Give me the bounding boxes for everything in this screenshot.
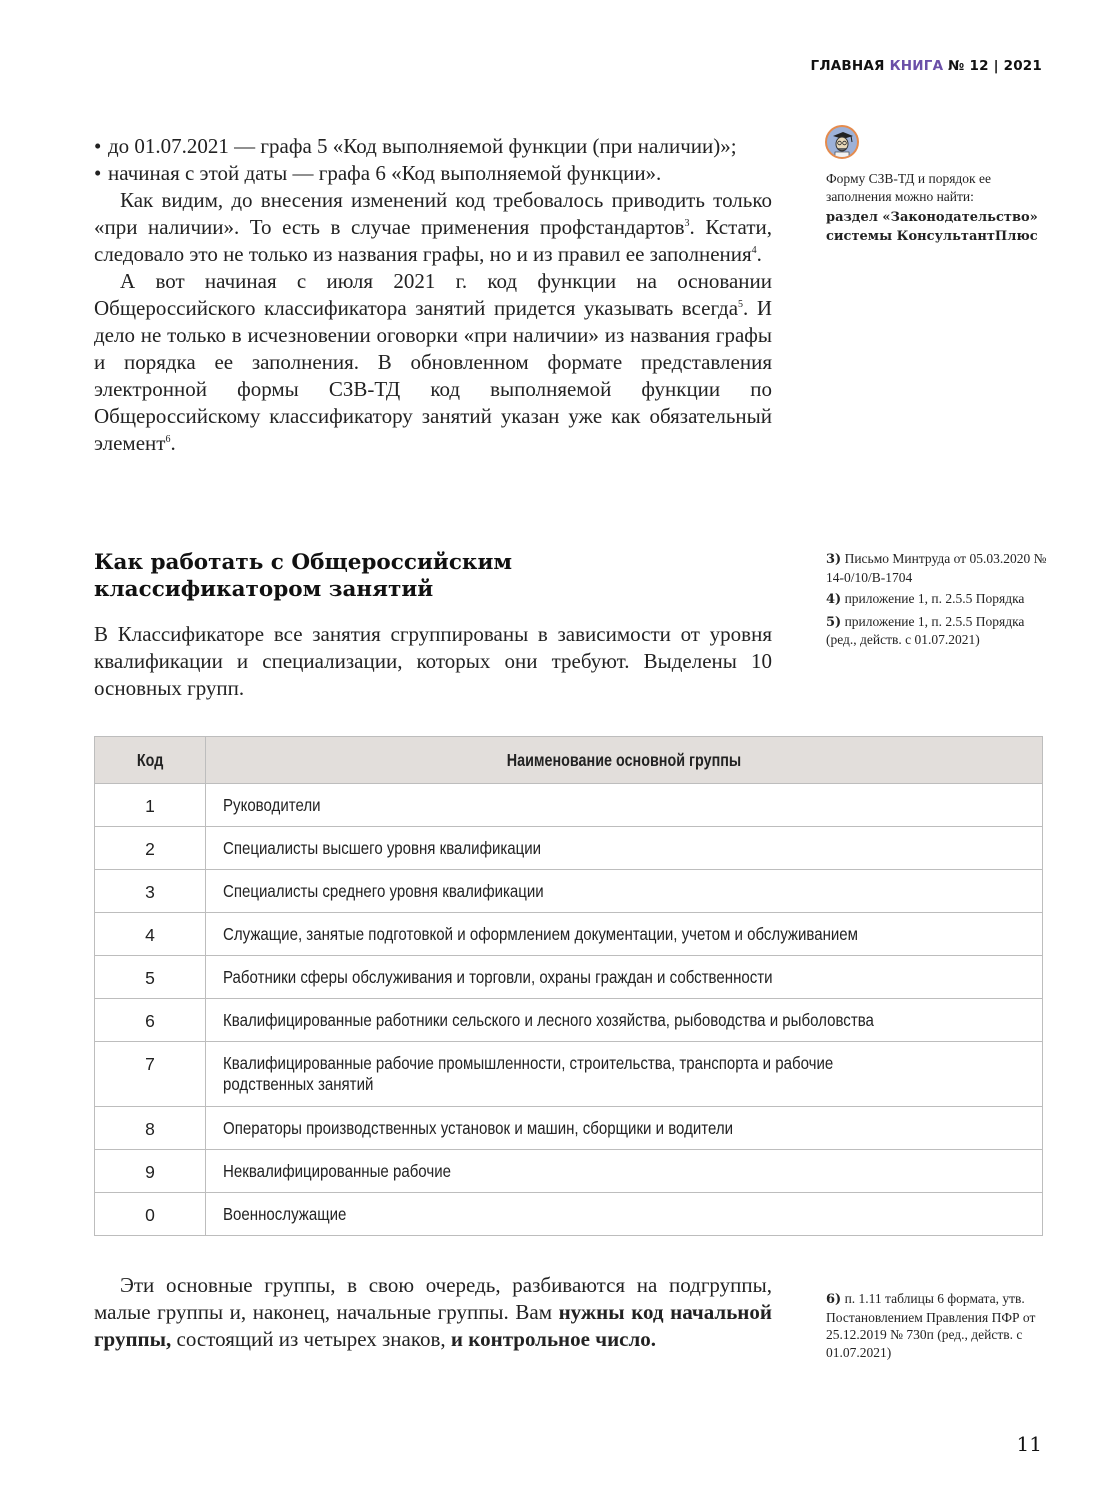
cell-name: Военнослужащие — [206, 1193, 1043, 1236]
section-intro — [94, 621, 772, 702]
brand-name-accent: КНИГА — [889, 58, 944, 74]
main-text-top — [94, 133, 772, 457]
page-number: 11 — [1016, 1432, 1042, 1456]
cell-name: Квалифицированные рабочие промышленности, строительства, транспорта и рабочие родственных занятий — [206, 1042, 1043, 1107]
table-row — [95, 1193, 1043, 1236]
cell-code: 7 — [95, 1042, 206, 1107]
cell-code: 5 — [95, 956, 206, 999]
cell-name: Неквалифицированные рабочие — [206, 1150, 1043, 1193]
paragraph: А вот начиная с июля 2021 г. код функции на основании Общероссийского классификатора занятий придется указывать всегда$^5$. И дело не только в исчезновении оговорки «при наличии» из названия графы и порядка ее заполнения. В обновленном формате представления электронной формы СЗВ-ТД код выполняемой функции по Общероссийскому классификатору занятий указан уже как обязательный элемент$^6$. — [94, 269, 773, 455]
tip-source: раздел «Законодательство» системы КонсультантПлюс — [826, 210, 1038, 244]
running-header — [811, 58, 1042, 74]
footnote-ref[interactable]: 6 — [165, 434, 171, 445]
bullet-item: • начиная с этой даты — графа 6 «Код выполняемой функции». — [94, 160, 772, 187]
tip-text: Форму СЗВ-ТД и порядок ее заполнения можно найти: — [826, 171, 991, 204]
cell-name: Квалифицированные работники сельского и лесного хозяйства, рыбоводства и рыболовства — [206, 999, 1043, 1042]
closing-text — [94, 1272, 772, 1353]
paragraph: Эти основные группы, в свою очередь, разбиваются на подгруппы, малые группы и, наконец, начальные группы. Вам нужны код начальной группы, состоящий из четырех знаков, и контрольное число. — [94, 1273, 772, 1351]
professor-avatar-icon — [825, 125, 859, 159]
section-title: Как работать с Общероссийским классификатором занятий — [94, 550, 513, 602]
table-row — [95, 999, 1043, 1042]
cell-code: 4 — [95, 913, 206, 956]
table-row — [95, 956, 1043, 999]
table-row — [95, 827, 1043, 870]
cell-code: 2 — [95, 827, 206, 870]
footnote: 6) п. 1.11 таблицы 6 формата, утв. Постановлением Правления ПФР от 25.12.2019 № 730п (ред., действ. с 01.07.2021) — [826, 1291, 1036, 1360]
brand-name: ГЛАВНАЯ — [810, 58, 885, 74]
footnote-ref[interactable]: 4 — [751, 245, 757, 256]
table-row — [95, 1150, 1043, 1193]
table-header-row — [95, 737, 1043, 784]
footnote-ref[interactable]: 5 — [738, 299, 744, 310]
cell-name: Руководители — [206, 784, 1043, 827]
emphasis: нужны код начальной группы, — [94, 1300, 772, 1351]
table-row — [95, 870, 1043, 913]
footnote: 5) приложение 1, п. 2.5.5 Порядка (ред., действ. с 01.07.2021) — [826, 613, 1025, 647]
cell-name: Специалисты среднего уровня квалификации — [206, 870, 1043, 913]
cell-name: Работники сферы обслуживания и торговли, охраны граждан и собственности — [206, 956, 1043, 999]
bullet-item: • до 01.07.2021 — графа 5 «Код выполняемой функции (при наличии)»; — [94, 133, 772, 160]
cell-name: Служащие, занятые подготовкой и оформлением документации, учетом и обслуживанием — [206, 913, 1043, 956]
cell-code: 6 — [95, 999, 206, 1042]
cell-code: 9 — [95, 1150, 206, 1193]
emphasis: и контрольное число. — [450, 1327, 657, 1351]
issue-number: № 12 | 2021 — [948, 58, 1042, 74]
footnote: 4) приложение 1, п. 2.5.5 Порядка — [826, 591, 1025, 607]
cell-name: Операторы производственных установок и машин, сборщики и водители — [206, 1107, 1043, 1150]
sidebar-tip — [826, 170, 1051, 245]
paragraph: В Классификаторе все занятия сгруппированы в зависимости от уровня квалификации и специализации, которых они требуют. Выделены 10 основных групп. — [94, 622, 772, 700]
footnote: 3) Письмо Минтруда от 05.03.2020 № 14-0/10/В-1704 — [826, 551, 1047, 585]
footnotes-top — [826, 550, 1051, 653]
table-row — [95, 1042, 1043, 1107]
column-header-code: Код — [95, 737, 206, 784]
cell-code: 3 — [95, 870, 206, 913]
cell-code: 8 — [95, 1107, 206, 1150]
column-header-name: Наименование основной группы — [206, 737, 1043, 784]
table-row — [95, 784, 1043, 827]
occupation-groups-table — [94, 736, 1043, 1236]
cell-code: 1 — [95, 784, 206, 827]
footnote-ref[interactable]: 3 — [684, 218, 690, 229]
table-row — [95, 1107, 1043, 1150]
table-row — [95, 913, 1043, 956]
cell-name: Специалисты высшего уровня квалификации — [206, 827, 1043, 870]
paragraph: Как видим, до внесения изменений код требовалось приводить только «при наличии». То есть в случае применения профстандартов$^3$. Кстати, следовало это не только из названия графы, но и из правил ее заполнения$^4$. — [94, 188, 772, 266]
footnotes-bottom — [826, 1290, 1036, 1365]
cell-code: 0 — [95, 1193, 206, 1236]
